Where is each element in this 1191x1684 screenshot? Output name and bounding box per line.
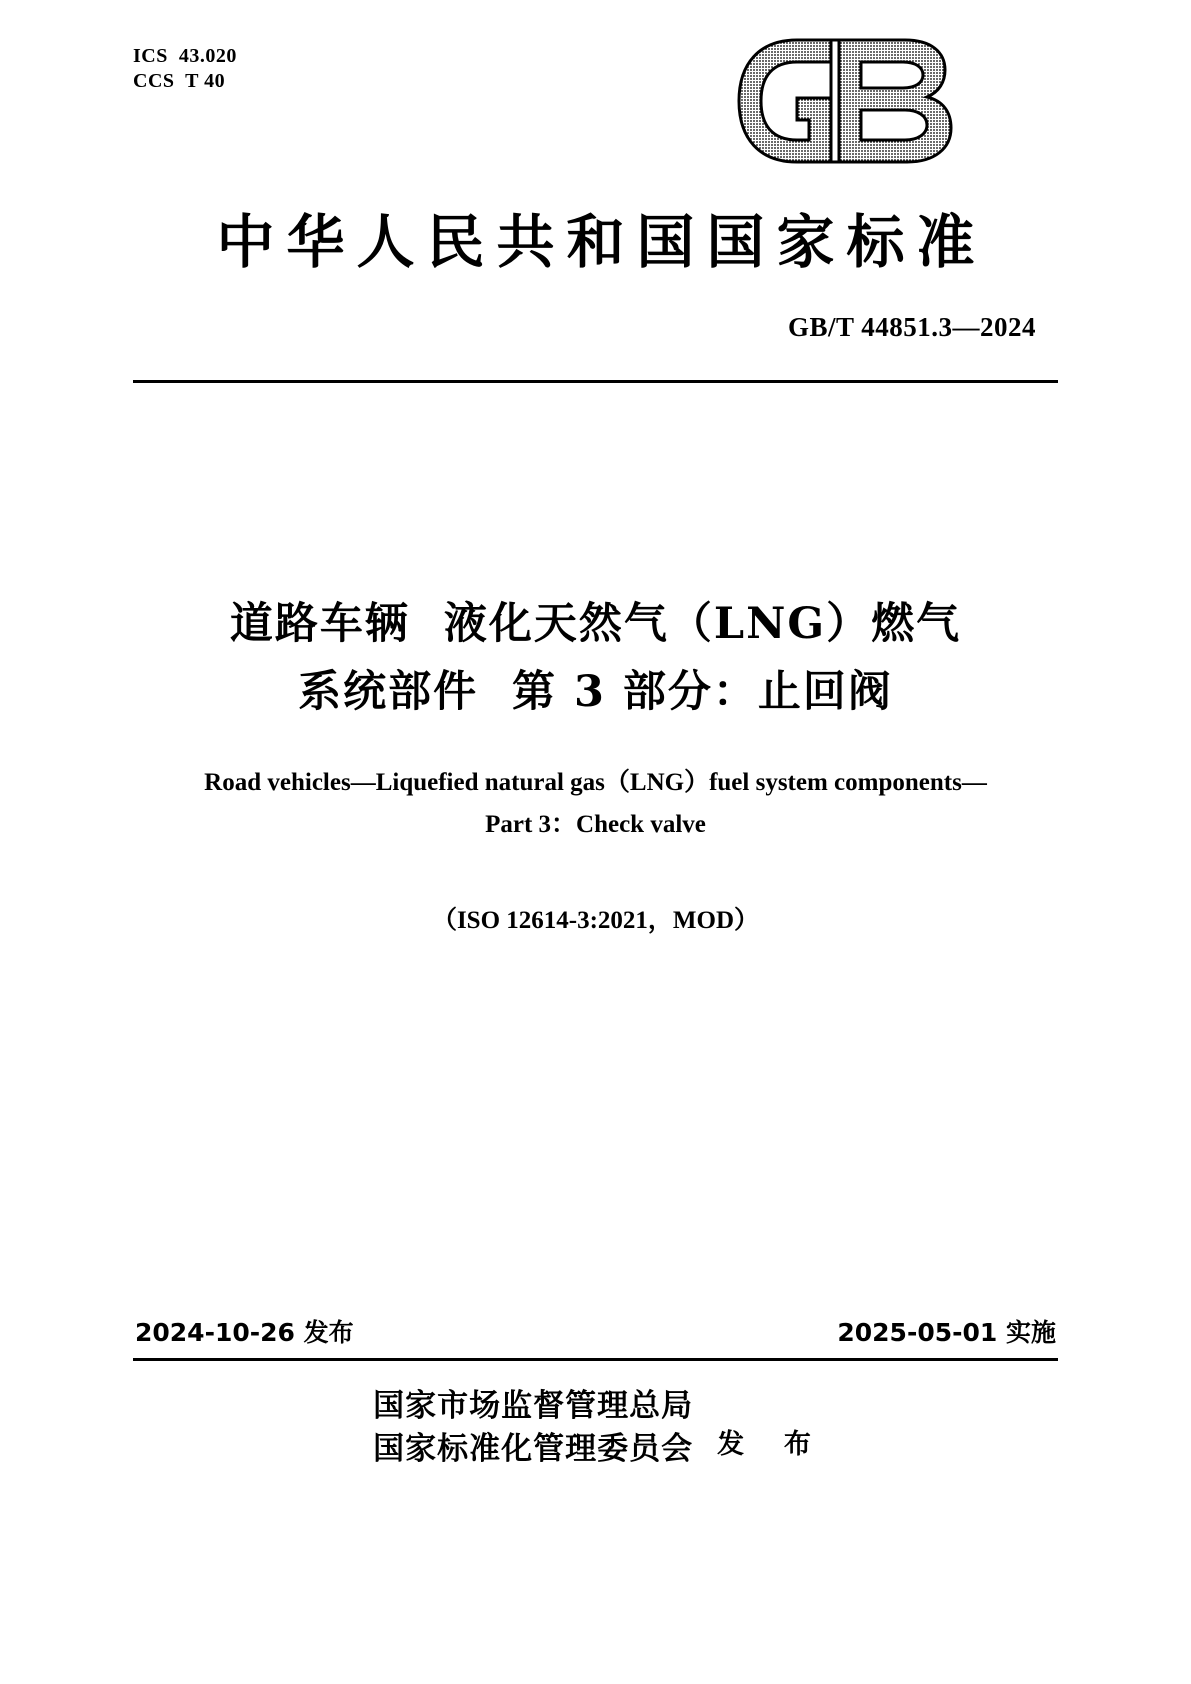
national-standard-title: 中华人民共和国国家标准 [216,208,987,276]
iso-adoption-note: （ISO 12614-3:2021，MOD） [431,907,760,934]
document-title-en-line2: Part 3：Check valve [485,811,706,838]
issue-date: 2024-10-26 发布 [135,1318,354,1347]
gb-emblem-icon [735,36,985,166]
standard-number: GB/T 44851.3—2024 [787,312,1036,342]
divider-bottom [133,1358,1058,1361]
publisher-verb: 发 布 [717,1428,818,1460]
publisher-names [373,1385,693,1471]
document-title-cn-line1: 道路车辆 液化天然气（LNG）燃气 [229,599,962,649]
publisher-block [0,1385,1191,1471]
publisher-name-line2: 国家标准化管理委员会 [373,1431,694,1467]
document-title-cn-line2: 系统部件 第 3 部分：止回阀 [298,667,893,717]
divider-top [133,380,1058,383]
publisher-name-line1: 国家市场监督管理总局 [373,1388,694,1424]
ics-code: ICS 43.020 [133,45,237,67]
classification-codes [133,44,237,94]
document-title-en-line1: Road vehicles—Liquefied natural gas（LNG）fuel system components— [204,769,987,796]
document-title-en [0,762,1191,846]
implementation-date: 2025-05-01 实施 [837,1318,1056,1347]
document-title-cn [0,590,1191,726]
ccs-code: CCS T 40 [133,70,226,92]
